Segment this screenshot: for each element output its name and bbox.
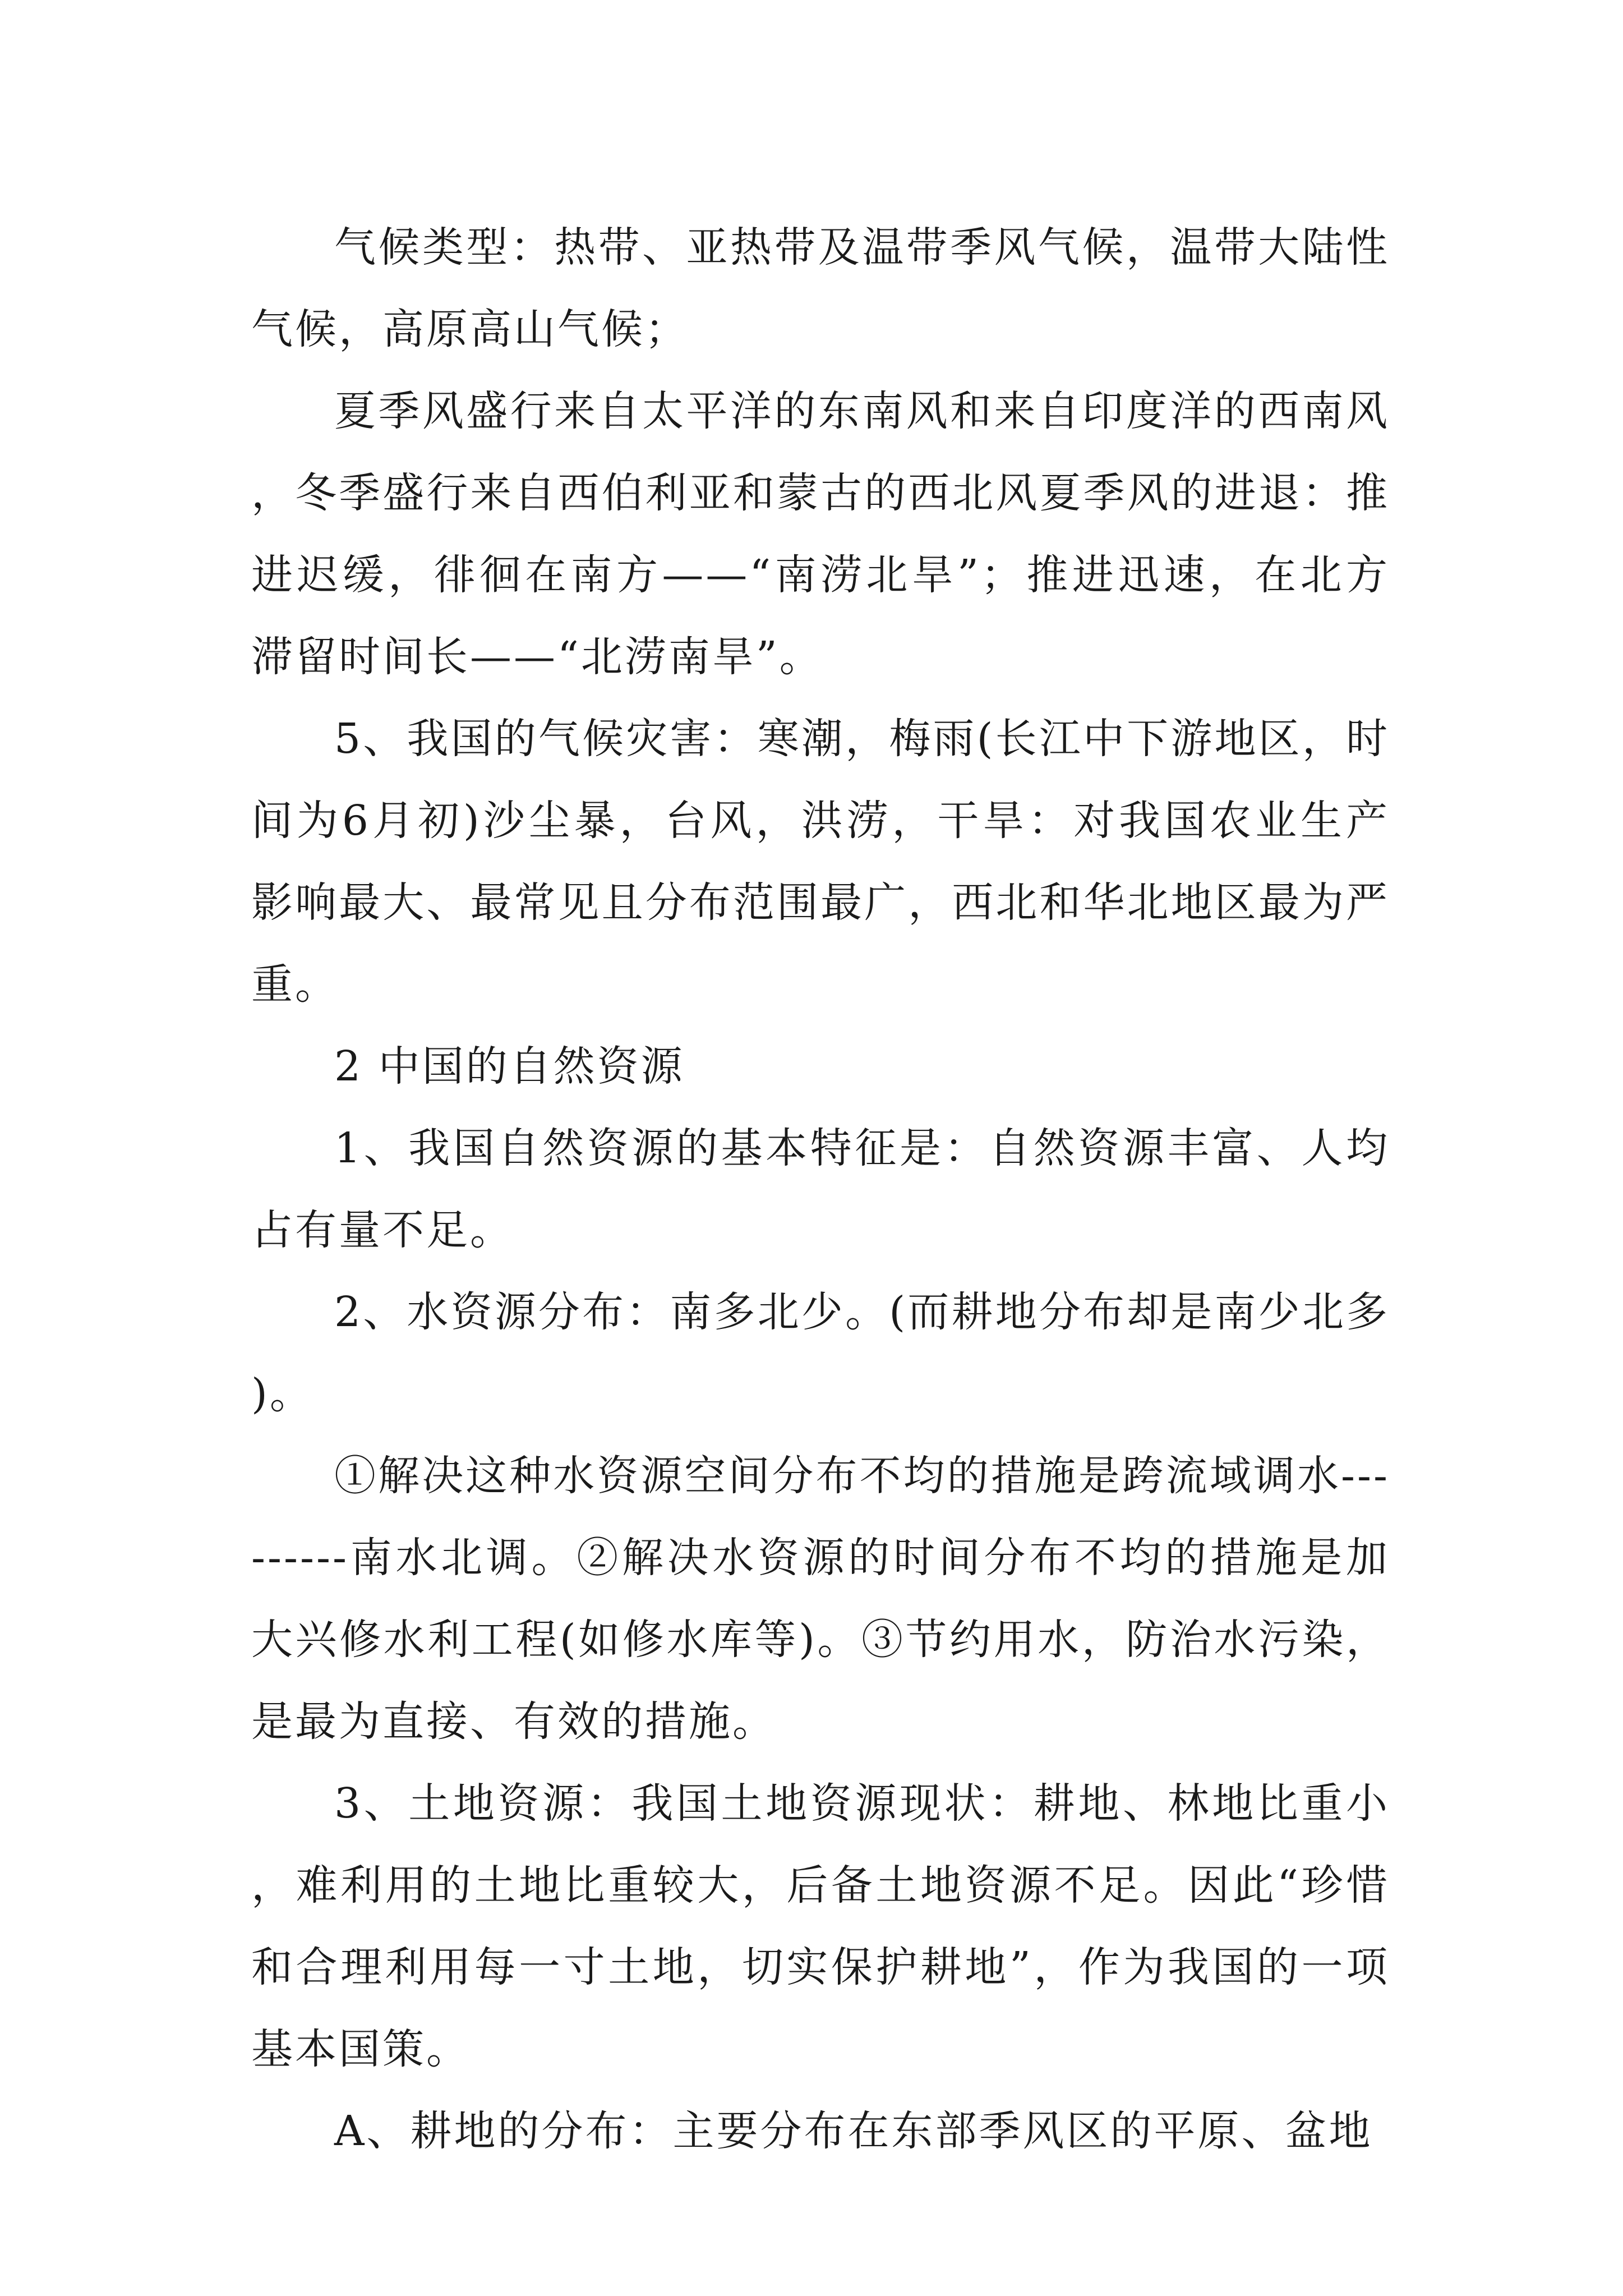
paragraph-monsoon: 夏季风盛行来自太平洋的东南风和来自印度洋的西南风，冬季盛行来自西伯利亚和蒙古的西北风夏季风的进退：推进迟缓，徘徊在南方——“南涝北旱”；推进迅速，在北方滞留时间长——“北涝南旱”。 [251,387,1390,681]
paragraph-resource-features: 1、我国自然资源的基本特征是：自然资源丰富、人均占有量不足。 [251,1124,1390,1254]
paragraph-water-distribution: 2、水资源分布：南多北少。(而耕地分布却是南少北多)。 [251,1288,1390,1418]
paragraph-climate-disasters: 5、我国的气候灾害：寒潮，梅雨(长江中下游地区，时间为6月初)沙尘暴，台风，洪涝，干旱：对我国农业生产影响最大、最常见且分布范围最广，西北和华北地区最为严重。 [251,715,1390,1009]
document-body [251,206,1390,2172]
paragraph-water-measures: ①解决这种水资源空间分布不均的措施是跨流域调水---------南水北调。②解决水资源的时间分布不均的措施是加大兴修水利工程(如修水库等)。③节约用水，防治水污染，是最为直接、有效的措施。 [251,1452,1390,1746]
section-heading-natural-resources: 2 中国的自然资源 [334,1042,685,1091]
paragraph-climate-types: 气候类型：热带、亚热带及温带季风气候，温带大陆性气候，高原高山气候； [251,223,1390,353]
paragraph-farmland-distribution: A、耕地的分布：主要分布在东部季风区的平原、盆地 [334,2107,1373,2155]
paragraph-land-resources: 3、土地资源：我国土地资源现状：耕地、林地比重小，难利用的土地比重较大，后备土地资源不足。因此“珍惜和合理利用每一寸土地，切实保护耕地”，作为我国的一项基本国策。 [251,1779,1390,2073]
